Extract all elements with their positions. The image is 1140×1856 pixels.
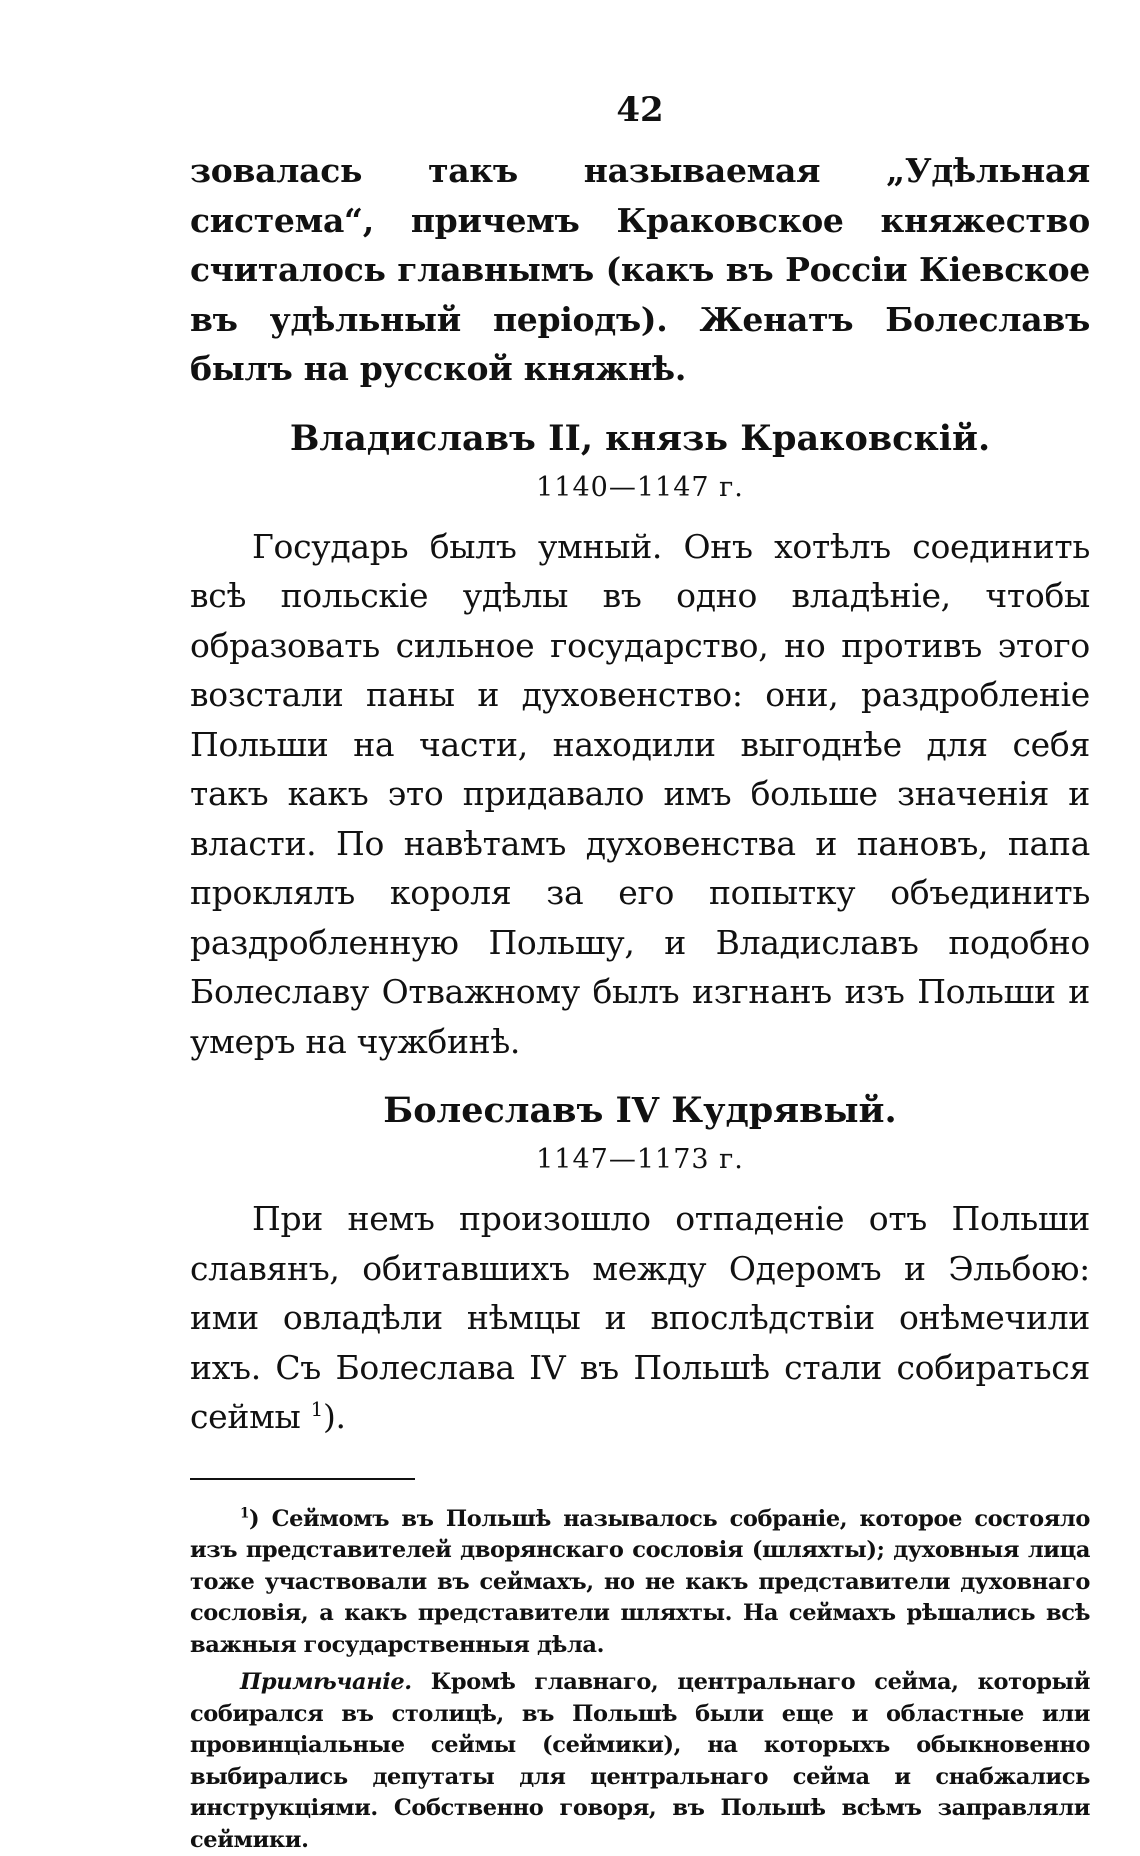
section-paragraph-end: ). — [322, 1397, 346, 1436]
section-heading: Владиславъ II, князь Краковскій. — [289, 417, 991, 459]
section-paragraph — [190, 1194, 1090, 1442]
footnote-marker: 1 — [240, 1505, 249, 1521]
note-text: Кромѣ главнаго, центральнаго сейма, который собирался въ столицѣ, въ Польшѣ были еще и областные или провинціальные сеймы (сеймики), на которыхъ обыкновенно выбирались депутаты для центральнаго сейма и снабжались инструкціями. Собственно говоря, въ Польшѣ всѣмъ заправляли сеймики. — [190, 1669, 1090, 1853]
page-number: 42 — [616, 90, 664, 130]
footnote-divider — [190, 1478, 415, 1480]
note-label: Примѣчаніе. — [240, 1669, 412, 1695]
footnote — [190, 1504, 1090, 1662]
section-dates: 1147—1173 г. — [536, 1144, 744, 1175]
section-paragraph: Государь былъ умный. Онъ хотѣлъ соединить всѣ польскіе удѣлы въ одно владѣніе, чтобы образовать сильное государство, но противъ этого возстали паны и духовенство: они, раздробленіе Польши на части, находили выгоднѣе для себя такъ какъ это придавало имъ больше значенія и власти. По навѣтамъ духовенства и пановъ, папа проклялъ короля за его попытку объединить раздробленную Польшу, и Владиславъ подобно Болеславу Отважному былъ изгнанъ изъ Польши и умеръ на чужбинѣ. — [190, 526, 1090, 1061]
footnote-note — [190, 1667, 1090, 1856]
book-page — [190, 88, 1090, 1856]
section-heading: Болеславъ IV Кудрявый. — [383, 1090, 897, 1131]
footnote-text: Сеймомъ въ Польшѣ называлось собраніе, которое состояло изъ представителей дворянскаго сословія (шляхты); духовныя лица тоже участвовали въ сеймахъ, но не какъ представители духовнаго сословія, а какъ представители шляхты. На сеймахъ рѣшались всѣ важныя государственныя дѣла. — [190, 1505, 1090, 1658]
section-boleslav — [190, 1086, 1090, 1442]
footnote-marker-suffix: ) — [249, 1505, 260, 1532]
section-dates: 1140—1147 г. — [536, 471, 744, 503]
section-vladislav — [190, 414, 1090, 1067]
footnote-reference[interactable]: 1 — [310, 1398, 323, 1421]
intro-paragraph: зовалась такъ называемая „Удѣльная система“, причемъ Краковское княжество считалось главнымъ (какъ въ Россіи Кіевское въ удѣльный періодъ). Женатъ Болеславъ былъ на русской княжнѣ. — [190, 151, 1090, 388]
section-paragraph-text: При немъ произошло отпаденіе отъ Польши славянъ, обитавшихъ между Одеромъ и Эльбою: ими овладѣли нѣмцы и впослѣдствіи онѣмечили ихъ. Съ Болеслава IV въ Польшѣ стали собираться сеймы — [190, 1199, 1090, 1436]
